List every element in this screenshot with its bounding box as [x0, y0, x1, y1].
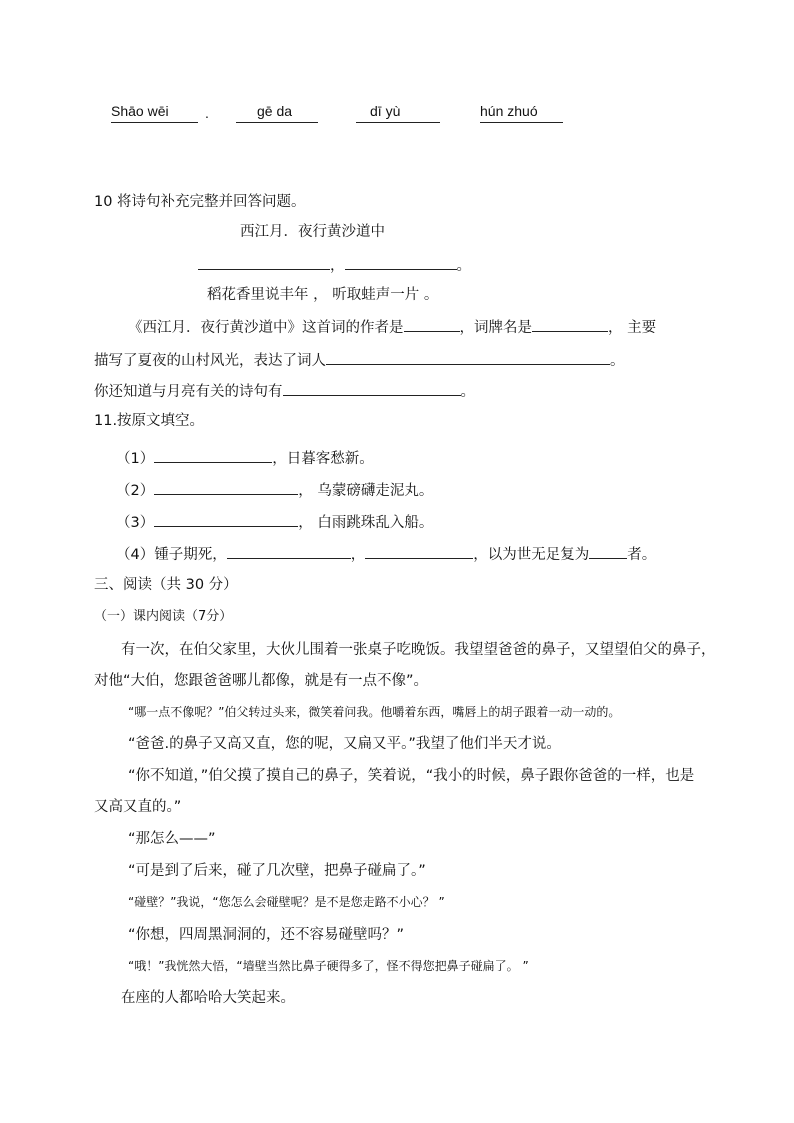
passage-line: “你想，四周黑洞洞的，还不容易碰壁吗？” — [128, 927, 405, 943]
poem-title: 西江月．夜行黄沙道中 — [240, 224, 385, 240]
answer-blank[interactable] — [283, 380, 461, 396]
pinyin-dot: . — [205, 105, 209, 121]
subsection-heading: （一）课内阅读（7分） — [94, 609, 233, 624]
answer-line[interactable] — [111, 122, 198, 123]
answer-blank[interactable] — [227, 543, 351, 559]
poem-line: 稻花香里说丰年 ， 听取蛙声一片 。 — [207, 287, 439, 303]
answer-blank[interactable] — [326, 349, 610, 365]
question-10-title: 10 将诗句补充完整并回答问题。 — [94, 194, 306, 210]
answer-blank[interactable] — [532, 316, 608, 332]
question-11-item: （3） ， 白雨跳珠乱入船。 — [116, 511, 433, 533]
question-10-text: 描写了夏夜的山村风光，表达了词人 。 — [94, 349, 625, 371]
passage-line: “哪一点不像呢？”伯父转过头来，微笑着问我。他嚼着东西，嘴唇上的胡子跟着一动一动的。 — [128, 705, 621, 719]
answer-blank[interactable] — [154, 511, 298, 527]
answer-line[interactable] — [236, 122, 318, 123]
answer-blank[interactable] — [345, 254, 457, 270]
answer-blank[interactable] — [154, 447, 272, 463]
answer-blank[interactable] — [589, 543, 627, 559]
passage-line: 对他“大伯，您跟爸爸哪儿都像，就是有一点不像”。 — [94, 673, 429, 689]
section-heading: 三、阅读（共 30 分） — [94, 577, 238, 593]
passage-line: 在座的人都哈哈大笑起来。 — [121, 990, 295, 1006]
passage-line: “可是到了后来，碰了几次壁，把鼻子碰扁了。” — [128, 863, 426, 879]
answer-blank[interactable] — [404, 316, 460, 332]
question-10-text: 《西江月．夜行黄沙道中》这首词的作者是 ，词牌名是 ， 主要 — [128, 316, 656, 338]
pinyin-item: hún zhuó — [480, 103, 538, 119]
pinyin-item: dī yù — [370, 103, 401, 119]
period: 。 — [456, 258, 471, 274]
passage-line: “哦！”我恍然大悟，“墙壁当然比鼻子硬得多了，怪不得您把鼻子碰扁了。 ” — [128, 959, 529, 973]
passage-line: “你不知道，”伯父摸了摸自己的鼻子，笑着说，“我小的时候，鼻子跟你爸爸的一样，也是 — [128, 768, 695, 784]
passage-line: “爸爸.的鼻子又高又直，您的呢，又扁又平。”我望了他们半天才说。 — [128, 736, 561, 752]
passage-line: 有一次，在伯父家里，大伙儿围着一张桌子吃晚饭。我望望爸爸的鼻子，又望望伯父的鼻子， — [121, 642, 716, 658]
passage-line: 又高又直的。” — [94, 799, 182, 815]
question-11-title: 11.按原文填空。 — [94, 413, 205, 429]
question-11-item: （1） ，日暮客愁新。 — [116, 447, 374, 469]
comma: ， — [330, 258, 345, 274]
answer-line[interactable] — [356, 122, 440, 123]
passage-line: “那怎么——” — [128, 831, 216, 847]
question-11-item: （2） ， 乌蒙磅礴走泥丸。 — [116, 479, 433, 501]
answer-blank[interactable] — [198, 254, 330, 270]
passage-line: “碰壁？”我说，“您怎么会碰壁呢？是不是您走路不小心？ ” — [128, 895, 445, 909]
pinyin-item: gē da — [257, 103, 293, 119]
question-11-item: （4）锺子期死， ， ，以为世无足复为 者。 — [116, 543, 656, 565]
question-10-text: 你还知道与月亮有关的诗句有 。 — [94, 380, 475, 402]
answer-line[interactable] — [480, 122, 563, 123]
answer-blank[interactable] — [365, 543, 473, 559]
answer-blank[interactable] — [154, 479, 298, 495]
poem-blank-line — [198, 254, 471, 276]
pinyin-item: Shāo wēi — [111, 103, 169, 119]
